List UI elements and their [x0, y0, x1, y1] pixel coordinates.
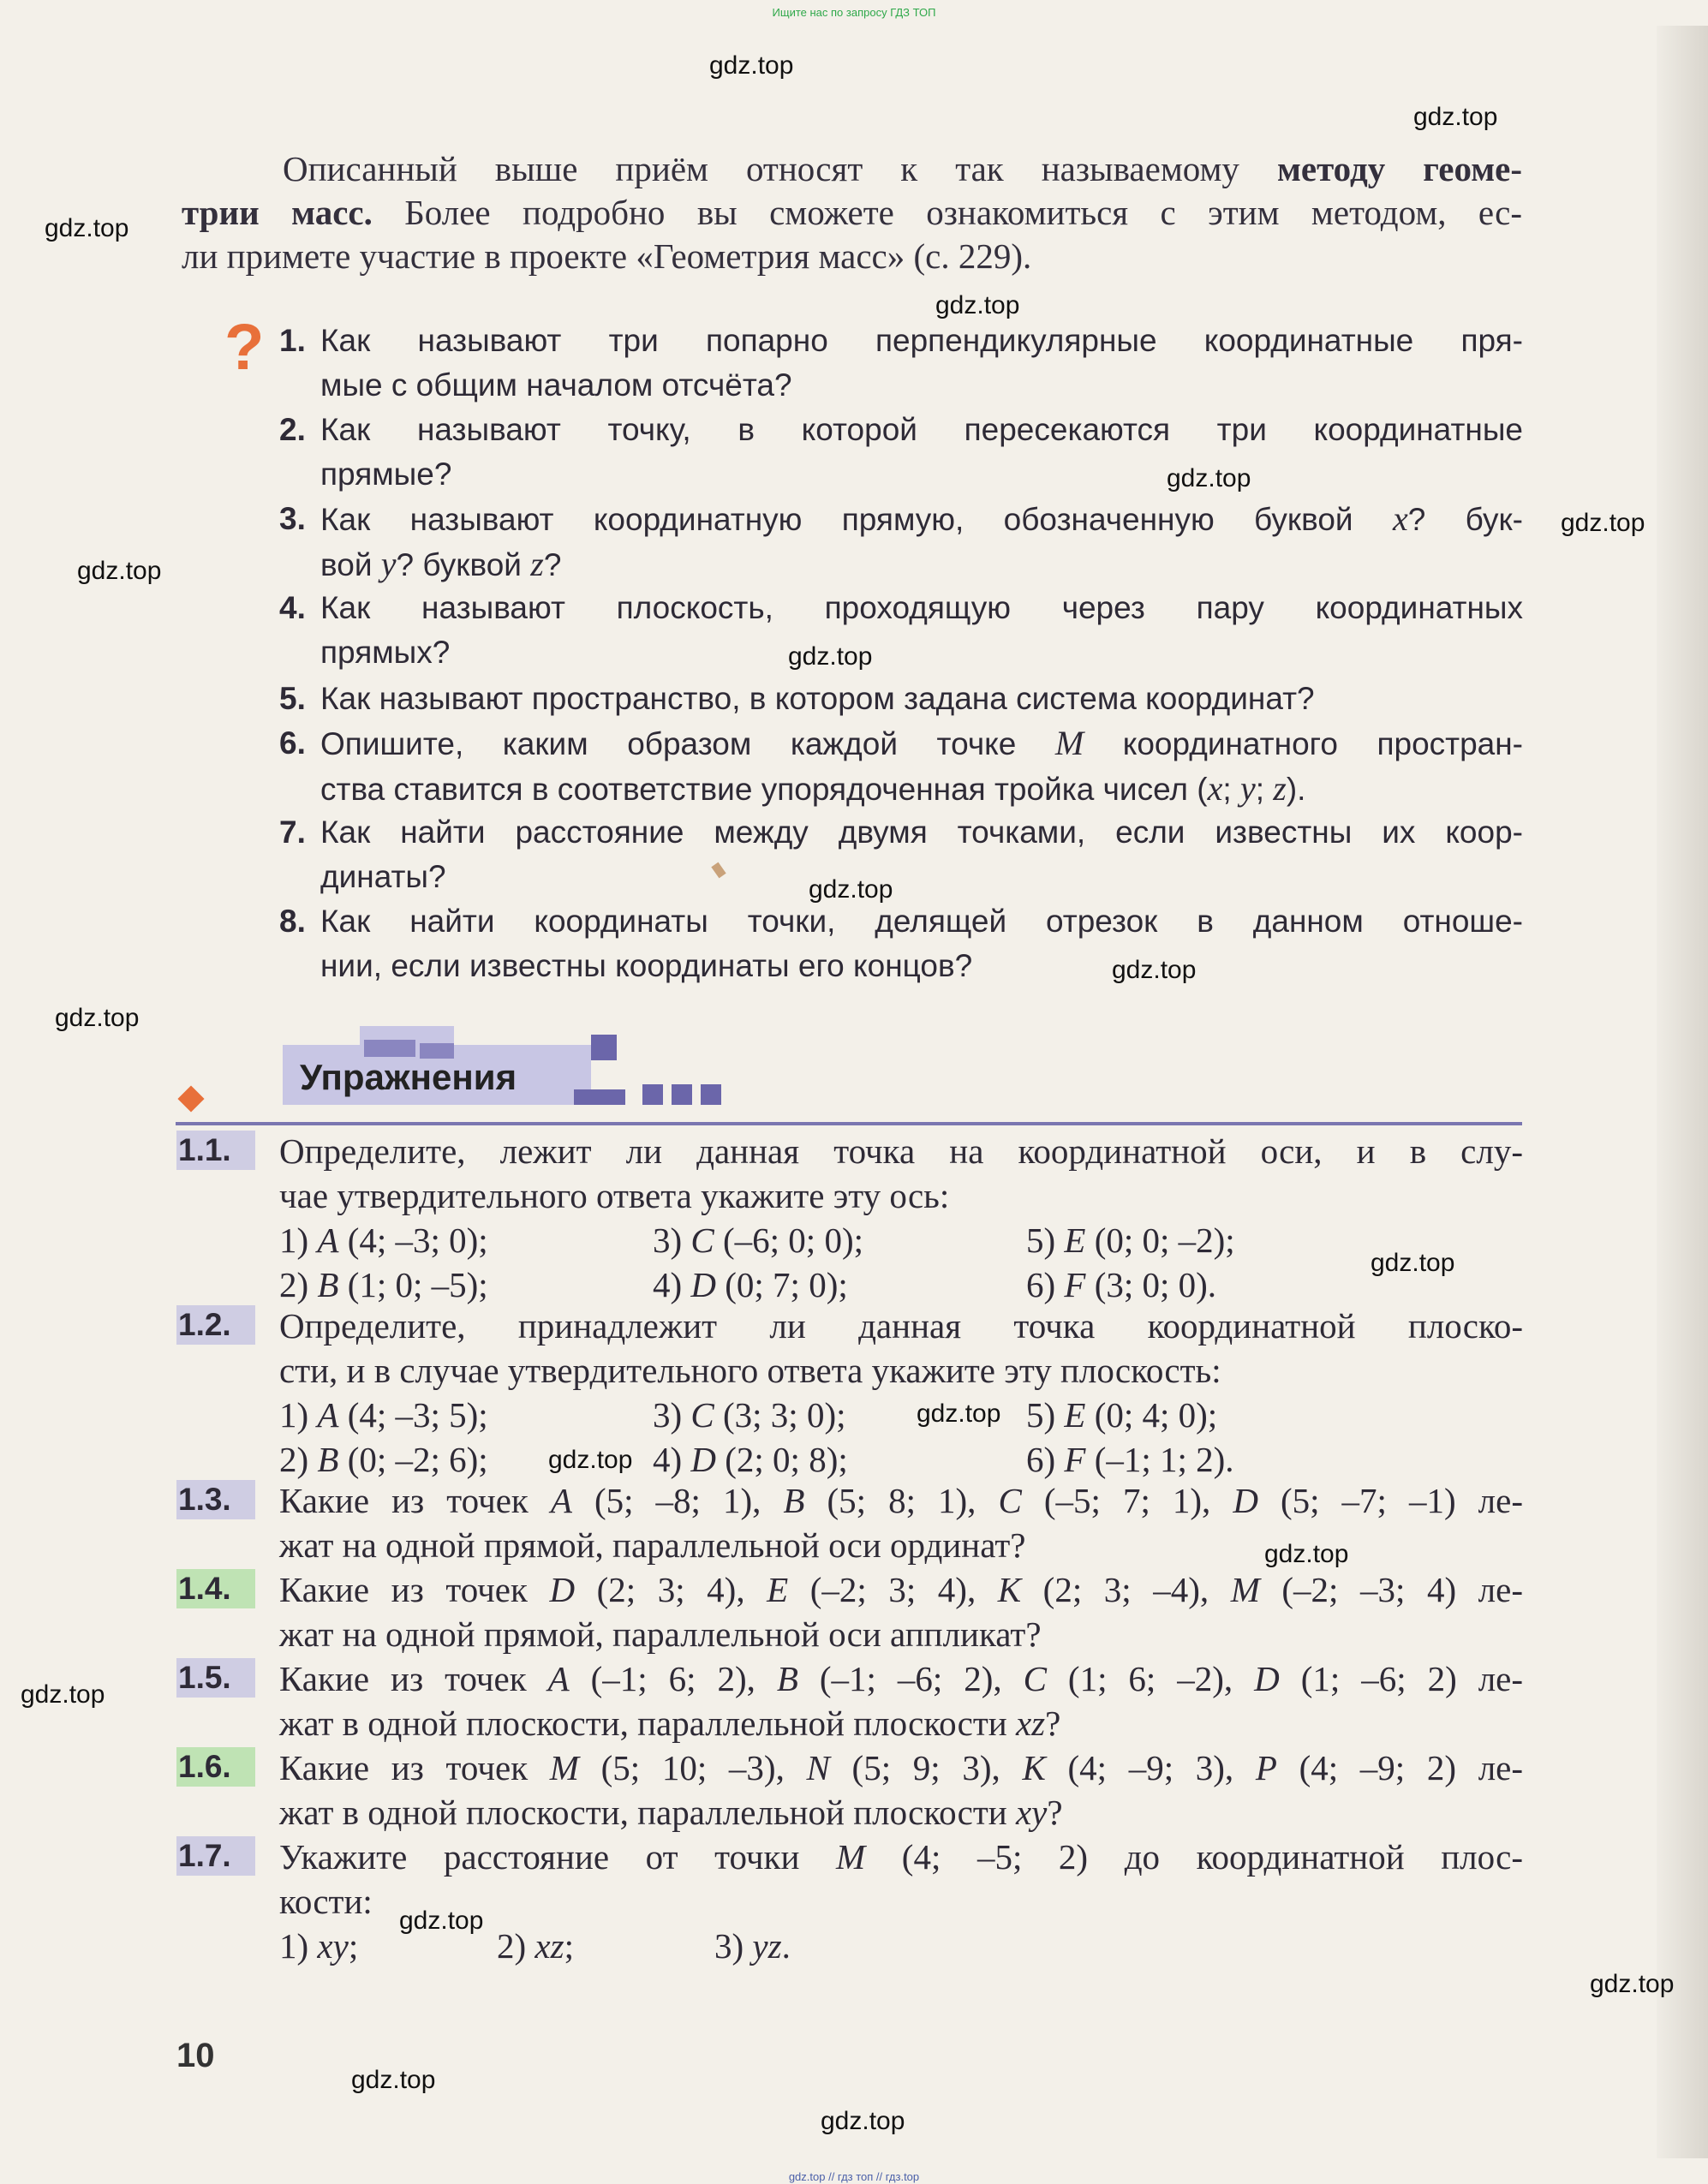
exercise-option: 6) F (3; 0; 0). — [1026, 1265, 1217, 1304]
exercise-text — [279, 1129, 1523, 1218]
exercise-number: 1.6. — [176, 1747, 255, 1787]
intro-line-text: Описанный выше приём относят к так называемому методу геоме- — [283, 149, 1522, 188]
question-line: Как называют точку, в которой пересекаются три координатные — [320, 412, 1523, 447]
exercise-line: Какие из точек A (5; –8; 1), B (5; 8; 1), C (–5; 7; 1), D (5; –7; –1) ле- — [279, 1481, 1523, 1520]
exercise-option: 3) C (–6; 0; 0); — [653, 1220, 863, 1260]
intro-line-text: ли примете участие в проекте «Геометрия масс» (с. 229). — [182, 236, 1032, 276]
question-line: Как называют плоскость, проходящую через пару координатных — [320, 590, 1523, 625]
exercise-text — [279, 1656, 1523, 1745]
exercise-option: 6) F (–1; 1; 2). — [1026, 1440, 1234, 1479]
question-number: 7. — [279, 815, 306, 850]
question-line: прямых? — [320, 635, 451, 670]
watermark: gdz.top — [77, 557, 162, 585]
question-line: Как найти координаты точки, делящей отрезок в данном отноше- — [320, 904, 1523, 939]
question-item — [279, 586, 1523, 675]
exercise-option: 1) xy; — [279, 1926, 359, 1966]
question-text — [279, 721, 1523, 812]
exercise-option: 5) E (0; 4; 0); — [1026, 1395, 1218, 1435]
watermark: gdz.top — [917, 1399, 1001, 1428]
exercise-option: 5) E (0; 0; –2); — [1026, 1220, 1235, 1260]
exercise-number: 1.5. — [176, 1658, 255, 1698]
intro-paragraph — [182, 147, 1522, 278]
watermark: gdz.top — [809, 875, 893, 904]
question-line: Как называют координатную прямую, обозначенную буквой x? бук- — [320, 499, 1523, 538]
exercise-line: Укажите расстояние от точки M (4; –5; 2) до координатной плос- — [279, 1837, 1524, 1877]
watermark: gdz.top — [21, 1680, 105, 1709]
question-text — [279, 899, 1523, 988]
watermark: gdz.top — [548, 1446, 633, 1474]
exercise-option: 2) B (1; 0; –5); — [279, 1265, 488, 1304]
watermark: gdz.top — [1561, 509, 1645, 537]
watermark: gdz.top — [1371, 1249, 1455, 1277]
question-text — [279, 810, 1523, 899]
top-note: Ищите нас по запросу ГДЗ ТОП — [772, 6, 936, 19]
exercise-line: Какие из точек D (2; 3; 4), E (–2; 3; 4), K (2; 3; –4), M (–2; –3; 4) ле- — [279, 1570, 1523, 1609]
watermark: gdz.top — [935, 291, 1020, 319]
question-item — [279, 899, 1523, 988]
question-item — [279, 810, 1523, 899]
question-item — [279, 677, 1523, 721]
exercise-text — [279, 1745, 1523, 1835]
exercise-option: 2) xz; — [497, 1926, 574, 1966]
bottom-note: gdz.top // гдз топ // гдз.top — [788, 2170, 920, 2183]
question-item — [279, 497, 1523, 588]
intro-line-text: трии масс. Более подробно вы сможете ознакомиться с этим методом, ес- — [182, 193, 1522, 232]
watermark: gdz.top — [1413, 103, 1498, 131]
question-line: ства ставится в соответствие упорядоченная тройка чисел (x; y; z). — [320, 769, 1306, 808]
exercise-number: 1.7. — [176, 1836, 255, 1876]
question-text — [279, 586, 1523, 675]
question-item — [279, 408, 1523, 497]
watermark: gdz.top — [1590, 1970, 1675, 1998]
exercise-option: 4) D (2; 0; 8); — [653, 1440, 848, 1479]
watermark: gdz.top — [45, 214, 129, 242]
page-edge — [1657, 26, 1708, 2158]
question-mark-icon: ? — [224, 311, 265, 384]
question-line: прямые? — [320, 456, 452, 492]
question-line: Как называют три попарно перпендикулярные координатные пря- — [320, 323, 1523, 358]
question-line: вой y? буквой z? — [320, 545, 562, 583]
watermark: gdz.top — [1112, 956, 1197, 984]
question-number: 4. — [279, 590, 306, 625]
section-title: Упражнения — [300, 1057, 517, 1097]
exercise-option: 3) yz. — [714, 1926, 791, 1966]
question-line: нии, если известны координаты его концов? — [320, 948, 973, 983]
exercise-option: 4) D (0; 7; 0); — [653, 1265, 848, 1304]
page-number: 10 — [176, 2037, 215, 2074]
exercise-line: жат на одной прямой, параллельной оси аппликат? — [279, 1614, 1042, 1654]
watermark: gdz.top — [55, 1004, 140, 1032]
question-item — [279, 319, 1523, 408]
watermark: gdz.top — [1167, 464, 1251, 492]
question-text — [279, 408, 1523, 497]
question-text — [279, 497, 1523, 588]
exercise-line: жат в одной плоскости, параллельной плоскости xy? — [279, 1793, 1063, 1832]
question-line: Опишите, каким образом каждой точке M координатного простран- — [320, 724, 1524, 762]
exercise-text — [279, 1304, 1523, 1393]
intro-line — [182, 191, 1522, 235]
exercise-line: Какие из точек A (–1; 6; 2), B (–1; –6; 2), C (1; 6; –2), D (1; –6; 2) ле- — [279, 1659, 1524, 1698]
exercise-option: 1) A (4; –3; 0); — [279, 1220, 488, 1260]
watermark: gdz.top — [399, 1907, 484, 1935]
watermark: gdz.top — [709, 51, 794, 80]
question-number: 1. — [279, 323, 306, 358]
question-number: 8. — [279, 904, 306, 939]
exercise-line: Какие из точек M (5; 10; –3), N (5; 9; 3), K (4; –9; 3), P (4; –9; 2) ле- — [279, 1748, 1524, 1787]
question-text — [279, 677, 1523, 721]
question-number: 6. — [279, 725, 306, 761]
question-number: 5. — [279, 681, 306, 716]
section-banner — [283, 1017, 728, 1112]
question-line: Как называют пространство, в котором задана система координат? — [320, 681, 1315, 716]
watermark: gdz.top — [1264, 1540, 1349, 1568]
watermark: gdz.top — [821, 2107, 905, 2135]
intro-line — [182, 235, 1522, 278]
exercise-line: жат в одной плоскости, параллельной плоскости xz? — [279, 1704, 1061, 1743]
exercise-number: 1.2. — [176, 1305, 255, 1345]
watermark: gdz.top — [351, 2066, 436, 2094]
exercise-number: 1.4. — [176, 1569, 255, 1608]
question-text — [279, 319, 1523, 408]
question-line: динаты? — [320, 859, 446, 894]
exercise-line: сти, и в случае утвердительного ответа укажите эту плоскость: — [279, 1351, 1221, 1390]
exercise-line: Определите, лежит ли данная точка на координатной оси, и в слу- — [279, 1131, 1523, 1171]
intro-line — [182, 147, 1522, 191]
diamond-bullet-icon — [177, 1085, 204, 1112]
exercise-text — [279, 1567, 1523, 1656]
exercise-line: жат на одной прямой, параллельной оси ординат? — [279, 1525, 1026, 1565]
exercise-line: чае утвердительного ответа укажите эту ось: — [279, 1176, 950, 1215]
exercise-line: Определите, принадлежит ли данная точка координатной плоско- — [279, 1306, 1523, 1346]
exercise-option: 3) C (3; 3; 0); — [653, 1395, 846, 1435]
exercise-number: 1.1. — [176, 1131, 255, 1170]
section-divider — [176, 1122, 1522, 1125]
question-item — [279, 721, 1523, 812]
watermark: gdz.top — [788, 642, 873, 671]
question-line: мые с общим началом отсчёта? — [320, 367, 792, 403]
question-line: Как найти расстояние между двумя точками, если известны их коор- — [320, 815, 1523, 850]
exercise-number: 1.3. — [176, 1480, 255, 1519]
exercise-option: 2) B (0; –2; 6); — [279, 1440, 488, 1479]
exercise-option: 1) A (4; –3; 5); — [279, 1395, 488, 1435]
exercise-line: кости: — [279, 1882, 373, 1921]
question-number: 2. — [279, 412, 306, 447]
question-number: 3. — [279, 501, 306, 536]
